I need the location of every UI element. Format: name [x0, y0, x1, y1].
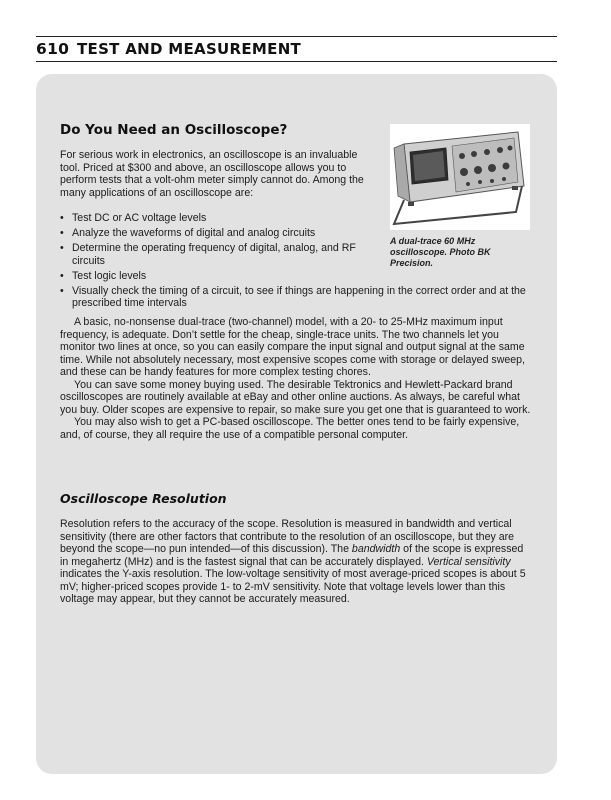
- resolution-text-part: indicates the Y-axis resolution. The low-voltage sensitivity of most average-priced scopes is about 5 mV; higher-priced scopes provide 1- to 2-mV sensitivity. Note that voltage levels lower than this voltage may appear, but they cannot be accurately measured.: [60, 568, 526, 605]
- body-text: [60, 316, 532, 441]
- resolution-text-part: Resolution refers to the accuracy of the scope. Resolution is measured in bandwidth and vertical sensitivity (there are other factors that contribute to the resolution of an oscilloscope, but they are beyond the scope—no pun intended—of this discussion). The: [60, 518, 515, 555]
- lead-paragraph: For serious work in electronics, an oscilloscope is an invaluable tool. Priced at $300 and above, an oscilloscope allows you to perform tests that a volt-ohm meter simply cannot do. Among the many applications of an oscilloscope are:: [60, 149, 364, 199]
- body-paragraph: A basic, no-nonsense dual-trace (two-channel) model, with a 20- to 25-MHz maximum input frequency, is adequate. Don’t settle for the cheap, single-trace units. The two channels let you monitor two lines at once, so you can easily compare the input signal and output signal at the same time. While not absolutely necessary, most expensive scopes come with storage or delayed sweep, and these can be handy features for more complex testing chores.: [60, 316, 525, 378]
- term-bandwidth: bandwidth: [351, 543, 401, 555]
- page-number: 610: [36, 40, 70, 58]
- figure-caption: A dual-trace 60 MHz oscilloscope. Photo BK Precision.: [390, 236, 491, 268]
- list-item: • Visually check the timing of a circuit, to see if things are happening in the correct order and at the prescribed time intervals: [60, 285, 530, 310]
- body-paragraph: You may also wish to get a PC-based oscilloscope. The better ones tend to be fairly expensive, and, of course, they all require the use of a compatible personal computer.: [60, 416, 520, 441]
- subheading: Oscilloscope Resolution: [60, 491, 227, 506]
- body-paragraph: You can save some money buying used. The desirable Tektronics and Hewlett-Packard brand oscilloscopes are routinely available at eBay and other online auctions. As always, be careful what you buy. Older scopes are expensive to repair, so make sure you get one that is guaranteed to work.: [60, 378, 531, 416]
- running-head: [36, 36, 557, 62]
- list-item: • Determine the operating frequency of digital, analog, and RF circuits: [60, 242, 377, 267]
- list-item: • Analyze the waveforms of digital and analog circuits: [60, 227, 377, 240]
- oscilloscope-photo: [390, 124, 530, 230]
- sidebar-title: Do You Need an Oscilloscope?: [60, 122, 288, 138]
- list-item: • Test logic levels: [60, 270, 377, 283]
- resolution-paragraph: [60, 518, 532, 606]
- term-vertical-sensitivity: Vertical sensitivity: [426, 555, 511, 568]
- list-item: • Test DC or AC voltage levels: [60, 212, 377, 225]
- resolution-text-part: of the scope is expressed in megahertz (MHz) and is the fastest signal that can be accurately displayed.: [60, 543, 524, 568]
- section-title: TEST AND MEASUREMENT: [77, 40, 302, 58]
